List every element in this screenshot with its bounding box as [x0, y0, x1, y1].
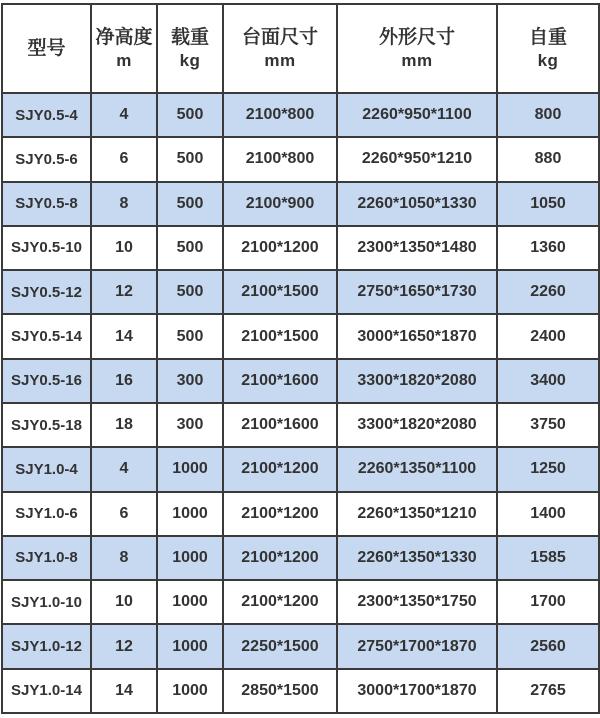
table-row [2, 669, 599, 713]
cell-net-height: 16 [91, 359, 157, 403]
cell-overall-size: 2300*1350*1750 [337, 580, 497, 624]
table-body [2, 93, 599, 713]
cell-load: 1000 [157, 669, 223, 713]
cell-model: SJY0.5-8 [2, 182, 91, 226]
cell-model: SJY1.0-4 [2, 447, 91, 491]
cell-load: 500 [157, 270, 223, 314]
header-row [2, 4, 599, 93]
table-row [2, 447, 599, 491]
cell-overall-size: 3300*1820*2080 [337, 359, 497, 403]
header-platform-size [223, 4, 337, 93]
cell-platform-size: 2100*1200 [223, 226, 337, 270]
cell-load: 500 [157, 314, 223, 358]
cell-platform-size: 2250*1500 [223, 624, 337, 668]
header-model [2, 4, 91, 93]
table-row [2, 359, 599, 403]
cell-net-height: 6 [91, 137, 157, 181]
cell-overall-size: 2260*1050*1330 [337, 182, 497, 226]
cell-model: SJY1.0-12 [2, 624, 91, 668]
cell-load: 300 [157, 403, 223, 447]
cell-overall-size: 2260*1350*1330 [337, 536, 497, 580]
cell-net-height: 4 [91, 447, 157, 491]
cell-self-weight: 1400 [497, 492, 599, 536]
cell-overall-size: 2260*1350*1100 [337, 447, 497, 491]
header-overall-size [337, 4, 497, 93]
cell-net-height: 10 [91, 580, 157, 624]
table-row [2, 624, 599, 668]
cell-net-height: 4 [91, 93, 157, 137]
cell-model: SJY0.5-10 [2, 226, 91, 270]
cell-load: 1000 [157, 447, 223, 491]
table-row [2, 182, 599, 226]
cell-net-height: 6 [91, 492, 157, 536]
cell-self-weight: 2560 [497, 624, 599, 668]
cell-platform-size: 2100*1500 [223, 270, 337, 314]
cell-overall-size: 2750*1650*1730 [337, 270, 497, 314]
cell-platform-size: 2100*1200 [223, 447, 337, 491]
cell-model: SJY1.0-10 [2, 580, 91, 624]
cell-self-weight: 880 [497, 137, 599, 181]
cell-load: 1000 [157, 536, 223, 580]
cell-platform-size: 2100*800 [223, 93, 337, 137]
cell-load: 1000 [157, 624, 223, 668]
cell-self-weight: 800 [497, 93, 599, 137]
cell-self-weight: 2765 [497, 669, 599, 713]
header-overall-size-label: 外形尺寸 [378, 27, 455, 48]
cell-overall-size: 2260*1350*1210 [337, 492, 497, 536]
header-platform-size-label: 台面尺寸 [241, 27, 318, 48]
header-platform-size-unit: mm [264, 50, 296, 70]
cell-model: SJY1.0-14 [2, 669, 91, 713]
spec-table [1, 3, 600, 714]
cell-net-height: 18 [91, 403, 157, 447]
header-net-height [91, 4, 157, 93]
cell-platform-size: 2100*900 [223, 182, 337, 226]
cell-self-weight: 1050 [497, 182, 599, 226]
header-net-height-unit: m [116, 50, 132, 70]
cell-overall-size: 2260*950*1210 [337, 137, 497, 181]
cell-load: 300 [157, 359, 223, 403]
cell-overall-size: 2260*950*1100 [337, 93, 497, 137]
header-net-height-label: 净高度 [95, 27, 153, 48]
cell-platform-size: 2100*1600 [223, 403, 337, 447]
cell-platform-size: 2100*1600 [223, 359, 337, 403]
cell-net-height: 12 [91, 270, 157, 314]
cell-overall-size: 3000*1650*1870 [337, 314, 497, 358]
cell-self-weight: 1360 [497, 226, 599, 270]
cell-net-height: 14 [91, 314, 157, 358]
cell-platform-size: 2100*1200 [223, 580, 337, 624]
cell-load: 500 [157, 182, 223, 226]
cell-self-weight: 1700 [497, 580, 599, 624]
cell-platform-size: 2100*800 [223, 137, 337, 181]
header-load [157, 4, 223, 93]
cell-net-height: 10 [91, 226, 157, 270]
cell-net-height: 8 [91, 536, 157, 580]
cell-overall-size: 3300*1820*2080 [337, 403, 497, 447]
cell-self-weight: 1585 [497, 536, 599, 580]
cell-platform-size: 2100*1200 [223, 536, 337, 580]
cell-model: SJY0.5-14 [2, 314, 91, 358]
table-header [2, 4, 599, 93]
cell-net-height: 8 [91, 182, 157, 226]
cell-overall-size: 2750*1700*1870 [337, 624, 497, 668]
cell-self-weight: 2260 [497, 270, 599, 314]
cell-model: SJY0.5-4 [2, 93, 91, 137]
table-row [2, 492, 599, 536]
cell-self-weight: 1250 [497, 447, 599, 491]
cell-load: 500 [157, 226, 223, 270]
cell-overall-size: 3000*1700*1870 [337, 669, 497, 713]
cell-model: SJY0.5-16 [2, 359, 91, 403]
header-self-weight [497, 4, 599, 93]
table-row [2, 536, 599, 580]
cell-self-weight: 2400 [497, 314, 599, 358]
table-row [2, 270, 599, 314]
table-row [2, 137, 599, 181]
cell-overall-size: 2300*1350*1480 [337, 226, 497, 270]
cell-net-height: 12 [91, 624, 157, 668]
cell-load: 1000 [157, 580, 223, 624]
cell-model: SJY0.5-6 [2, 137, 91, 181]
cell-self-weight: 3750 [497, 403, 599, 447]
cell-platform-size: 2850*1500 [223, 669, 337, 713]
header-load-label: 载重 [170, 27, 209, 48]
header-load-unit: kg [179, 50, 201, 70]
cell-platform-size: 2100*1200 [223, 492, 337, 536]
table-row [2, 403, 599, 447]
cell-load: 1000 [157, 492, 223, 536]
cell-self-weight: 3400 [497, 359, 599, 403]
header-self-weight-unit: kg [537, 50, 559, 70]
cell-model: SJY1.0-8 [2, 536, 91, 580]
table-row [2, 226, 599, 270]
header-overall-size-unit: mm [401, 50, 433, 70]
cell-load: 500 [157, 137, 223, 181]
table-row [2, 93, 599, 137]
cell-model: SJY0.5-18 [2, 403, 91, 447]
cell-platform-size: 2100*1500 [223, 314, 337, 358]
cell-model: SJY1.0-6 [2, 492, 91, 536]
header-model-label: 型号 [27, 37, 66, 59]
header-self-weight-label: 自重 [528, 27, 567, 48]
table-row [2, 580, 599, 624]
cell-load: 500 [157, 93, 223, 137]
table-row [2, 314, 599, 358]
cell-model: SJY0.5-12 [2, 270, 91, 314]
cell-net-height: 14 [91, 669, 157, 713]
